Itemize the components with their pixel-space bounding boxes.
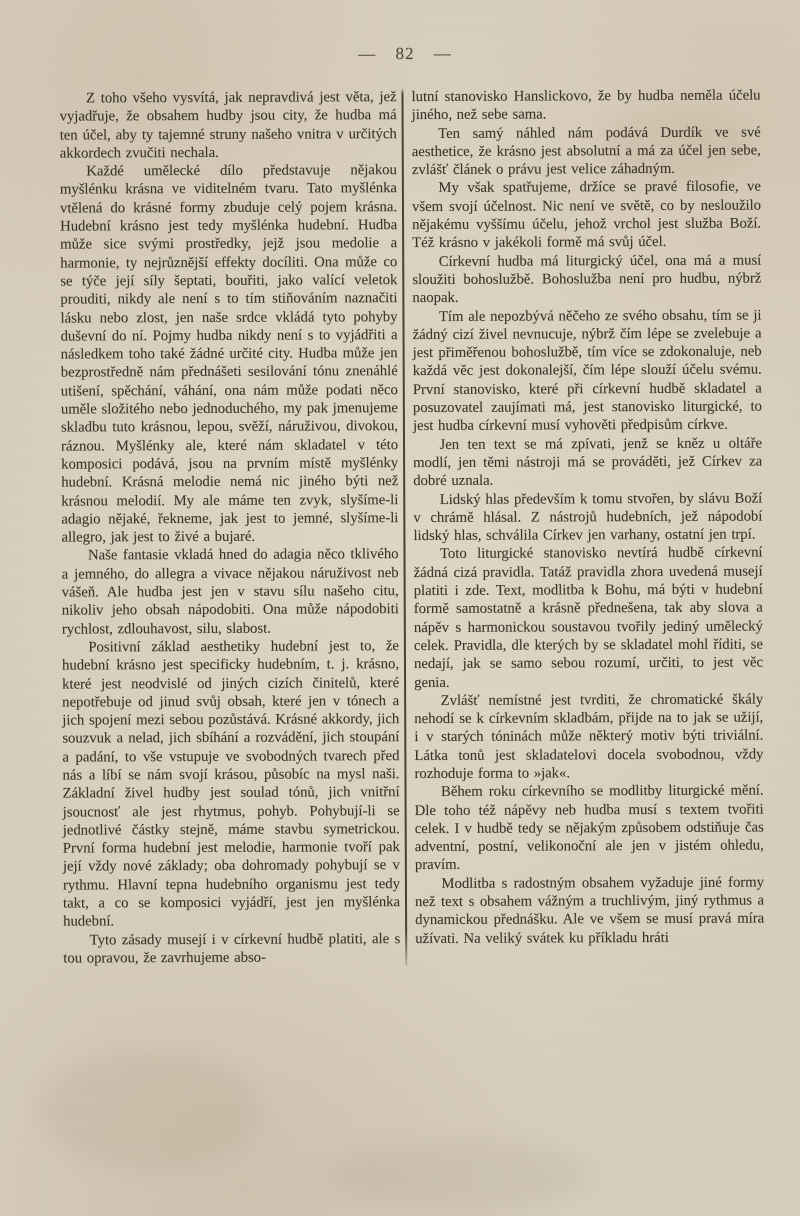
paragraph: My však spatřujeme, držíce se pravé filosofie, ve všem svojí účelnost. Nic není ve světě, co by nesloužilo nějakému vyššímu účelu, jehož vrchol jest služba Boží. Též krásno v jakékoli formě má svůj účel. (411, 178, 762, 252)
page-number: — 82 — (358, 43, 452, 64)
paragraph: Positivní základ aesthetiky hudební jest to, že hudební krásno jest specificky hudebním, t. j. krásno, které jest neodvislé od jiných cizích činitelů, které nepotřebuje od jinud svůj obsah, které jen v tónech a jich spojení mezi sebou pozůstává. Krásné akkordy, jich souzvuk a nelad, jich sbíhání a rozvádění, jich stoupání a padání, to vše vstupuje ve svobodných tvarech před nás a líbí se nám svojí krásou, působíc na mysl naši. Základní živel hudby jest soulad tónů, jich vnitřní jsoucnosť ale jest rhytmus, pohyb. Pohybují-li se jednotlivé částky stejně, máme stavbu symetrickou. První forma hudební jest melodie, harmonie tvoří pak její vždy nové základy; oba dohromady pohybují se v rythmu. Hlavní tepna hudebního organismu jest tedy takt, a co se komposici vyjádří, jest jen myšlénka hudební. (61, 637, 401, 930)
paragraph: Každé umělecké dílo představuje nějakou myšlénku krásna ve viditelném tvaru. Tato myšlénka vtělená do krásné formy zbuduje celý pojem krásna. Hudební krásno jest tedy myšlénka hudební. Hudba může sice svými prostředky, jejž jsou medolie a harmonie, ty nejrůznější effekty docíliti. Ona může co se týče její síly šeptati, bouřiti, jako valící veletok prouditi, nikdy ale není s to tím stiňováním naznačiti lásku nebo zlost, jen naše srdce vkládá tyto pohyby duševní do ní. Pojmy hudba nikdy není s to vyjádřiti a následkem toho také žádné určité city. Hudba může jen bezprostředně nám přednášeti sesilování tónu znenáhlé utišení, spěchání, váhání, ona nám může podati něco uměle složitého nebo jednoduchého, my pak jmenujeme skladbu tuto krásnou, lepou, svěží, náruživou, divokou, ráznou. Myšlénky ale, které nám skladatel v této komposici podává, jsou na prvním místě myšlénky hudební. Krásná melodie nemá nic jiného býti než krásnou melodií. My ale máme ten zvyk, slyšíme-li adagio nějaké, řekneme, jak jest to jemné, slyšíme-li allegro, jak jest to živé a bujaré. (59, 162, 399, 546)
paragraph: Tyto zásady musejí i v církevní hudbě platiti, ale s tou opravou, že zavrhujeme abso- (63, 930, 401, 967)
paragraph: Během roku církevního se modlitby liturgické mění. Dle toho též nápěvy neb hudba musí s textem tvořiti celek. I v hudbě tedy se nějakým způsobem odstiňuje čas adventní, postní, velikonoční ale jen v jistém ohledu, pravím. (414, 782, 764, 874)
right-column (411, 86, 764, 966)
paragraph: Z toho všeho vysvítá, jak nepravdivá jest věta, jež vyjadřuje, že obsahem hudby jsou city, že hudba má ten účel, aby ty tajemné struny našeho vnitra v určitých akkordech zvučiti nechala. (59, 89, 397, 162)
paragraph: Modlitba s radostným obsahem vyžaduje jiné formy než text s obsahem vážným a truchlivým, jiný rythmus a dynamickou přednášku. Ale ve všem se musí pravá míra užívati. Na veliký svátek ku příkladu hráti (414, 874, 765, 947)
paper-stain (330, 1140, 590, 1210)
paragraph: Tím ale nepozbývá něčeho ze svého obsahu, tím se ji žádný cizí živel nevnucuje, nýbrž čím lépe se zvelebuje a jest přiměřenou bohoslužbě, tím více se zdokonaluje, neb každá věc jest dokonalejší, čím lépe slouží účelu svému. První stanovisko, které při církevní hudbě skladatel a posuzovatel zaujímati má, jest stanovisko liturgické, to jest hudba církevní musí vyhověti předpisům církve. (412, 307, 762, 435)
paragraph: Toto liturgické stanovisko nevtírá hudbě církevní žádná cizá pravidla. Tatáž pravidla zhora uvedená musejí platiti i zde. Text, modlitba k Bohu, má býti v hudební formě samostatně a krásně přednešena, tak aby slova a nápěv s harmonickou soustavou tvořily jediný umělecký celek. Pravidla, dle kterých by se skladatel mohl říditi, se nedají, jak se samo sebou rozumí, určiti, to jest věc genia. (413, 544, 764, 691)
paragraph: Naše fantasie vkladá hned do adagia něco tklivého a jemného, do allegra a vivace nějakou náruživost neb vášeň. Ale hudba jest jen v stavu sílu našeho citu, nikoliv jeho obsah nápodobiti. Ona může nápodobiti rychlost, zdlouhavost, silu, slabost. (61, 546, 399, 638)
paragraph: Jen ten text se má zpívati, jenž se kněz u oltáře modlí, jen těmi nástroji má se prováděti, jež Církev za dobré uznala. (413, 435, 763, 490)
paragraph: Církevní hudba má liturgický účel, ona má a musí sloužiti bohoslužbě. Bohoslužba není pro hudbu, nýbrž naopak. (412, 252, 762, 307)
paragraph: lutní stanovisko Hanslickovo, že by hudba neměla účelu jiného, než sebe sama. (411, 87, 761, 124)
paper-stain (40, 1050, 260, 1170)
text-columns (59, 86, 764, 967)
paragraph: Ten samý náhled nám podává Durdík ve své aesthetice, že krásno jest absolutní a má za účel jen sebe, zvlášť článek o právu jest velice záhadným. (411, 124, 761, 179)
paragraph: Zvlášť nemístné jest tvrditi, že chromatické škály nehodí se k církevním skladbám, přijde na to jak se užijí, i v starých tóninách může některý motiv býti triviální. Látka tonů jest skladatelovi docela svobodnou, vždy rozhoduje forma to »jak«. (414, 691, 764, 782)
left-column (59, 88, 400, 968)
column-divider-rule (401, 88, 407, 966)
paragraph: Lidský hlas především k tomu stvořen, by slávu Boží v chrámě hlásal. Z nástrojů hudebních, jež nápodobí lidský hlas, schválila Církev jen varhany, ostatní jen trpí. (413, 490, 763, 545)
